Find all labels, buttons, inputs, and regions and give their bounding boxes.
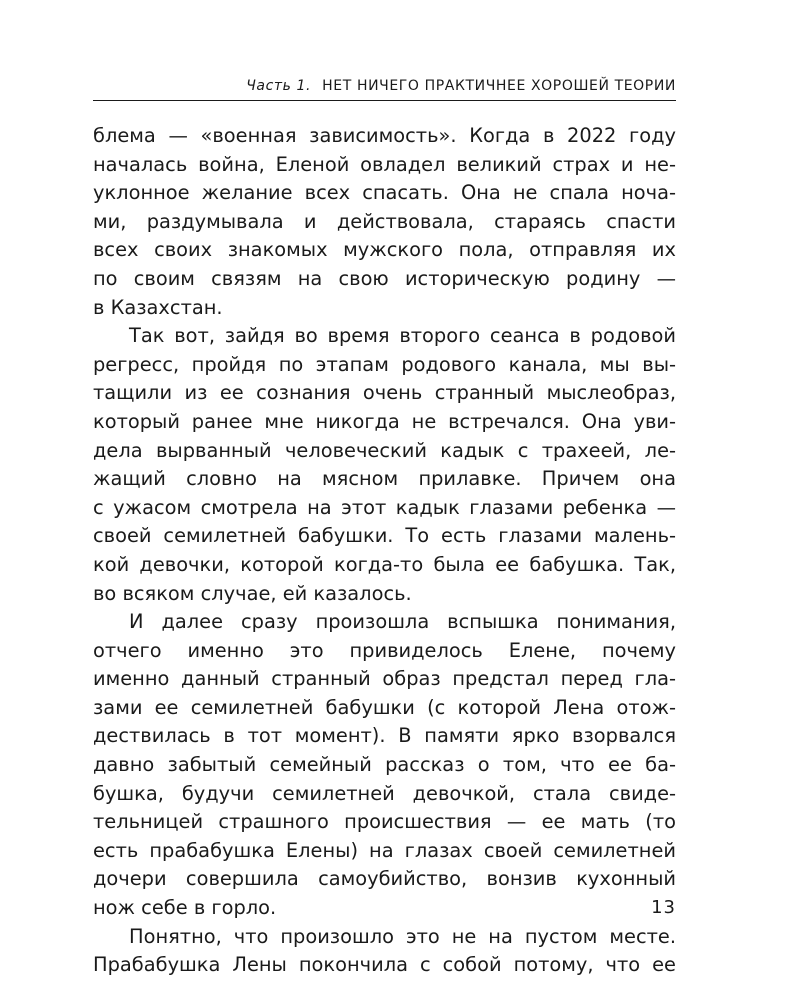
text-line: Понятно, что произошло это не на пустом месте. [129,924,676,948]
body-text [93,122,676,980]
text-line: блема — «военная зависимость». Когда в 2022 году [93,124,676,147]
page-number: 13 [651,897,676,918]
text-line: бушка, будучи семилетней девочкой, стала свиде- [93,781,676,805]
text-line: своей семилетней бабушки. То есть глазами малень- [93,524,676,548]
text-line: по своим связям на свою историческую родину — [93,266,676,290]
text-line: ми, раздумывала и действовала, стараясь спасти [93,209,676,233]
text-line: уклонное желание всех спасать. Она не спала ноча- [93,181,676,205]
text-line: началась война, Еленой овладел великий страх и не- [93,152,676,176]
header-part-label: Часть 1. [246,78,312,94]
text-line: дествилась в тот момент). В памяти ярко взорвался [93,724,676,748]
text-line: И далее сразу произошла вспышка понимания, [129,610,676,634]
text-line: во всяком случае, ей казалось. [93,581,412,605]
text-line: именно данный странный образ предстал перед гла- [93,667,676,691]
text-line: нож себе в горло. [93,896,277,920]
text-line: отчего именно это привиделось Елене, почему [93,638,676,662]
text-line: кой девочки, которой когда-то была ее бабушка. Так, [93,552,676,576]
text-line: давно забытый семейный рассказ о том, что ее ба- [93,753,676,777]
text-line: Прабабушка Лены покончила с собой потому, что ее [93,953,676,977]
header-rule [93,100,676,101]
text-line: дочери совершила самоубийство, вонзив кухонный [93,867,676,891]
text-line: жащий словно на мясном прилавке. Причем она [93,467,676,491]
running-header [93,78,676,98]
text-line: тельницей страшного происшествия — ее мать (то [93,810,676,834]
text-line: всех своих знакомых мужского пола, отправляя их [93,238,676,262]
text-line: зами ее семилетней бабушки (с которой Лена отож- [93,695,676,719]
text-line: дела вырванный человеческий кадык с трахеей, ле- [93,438,676,462]
text-line: Так вот, зайдя во время второго сеанса в родовой [129,324,676,348]
text-line: в Казахстан. [93,295,223,319]
text-line: с ужасом смотрела на этот кадык глазами ребенка — [93,495,676,519]
text-line: тащили из ее сознания очень странный мыслеобраз, [93,381,676,405]
text-line: который ранее мне никогда не встречался. Она уви- [93,409,676,433]
text-line: есть прабабушка Елены) на глазах своей семилетней [93,838,676,862]
header-title: НЕТ НИЧЕГО ПРАКТИЧНЕЕ ХОРОШЕЙ ТЕОРИИ [322,78,676,94]
text-line: регресс, пройдя по этапам родового канала, мы вы- [93,352,676,376]
